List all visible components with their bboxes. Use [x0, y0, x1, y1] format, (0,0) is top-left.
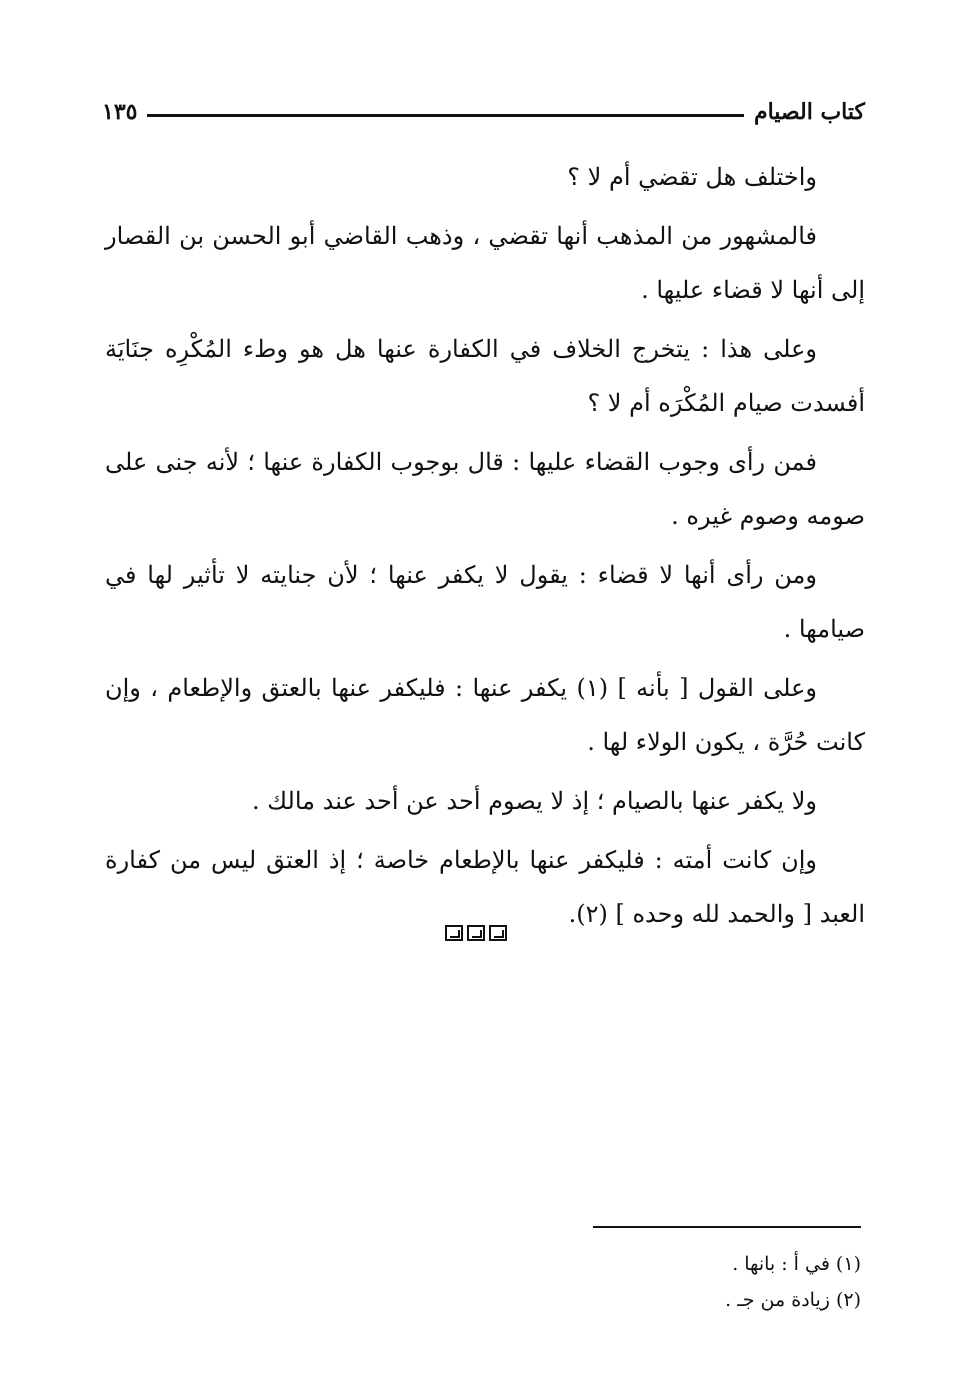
paragraph: وعلى هذا : يتخرج الخلاف في الكفارة عنها هل هو وطء المُكْرِه جنَايَة أفسدت صيام المُكْرَه أم لا ؟	[105, 335, 865, 417]
paragraph: وإن كانت أمته : فليكفر عنها بالإطعام خاصة ؛ إذ العتق ليس من كفارة العبد [ والحمد لله وحده ] (٢).	[105, 846, 865, 928]
ornament-square-icon	[445, 925, 463, 941]
paragraph: ولا يكفر عنها بالصيام ؛ إذ لا يصوم أحد عن أحد عند مالك .	[252, 787, 817, 815]
footnote: (١) في أ : بانها .	[732, 1253, 861, 1275]
paragraph: واختلف هل تقضي أم لا ؟	[567, 163, 817, 191]
chapter-title: كتاب الصيام	[753, 99, 865, 125]
paragraph: وعلى القول [ بأنه ] (١) يكفر عنها : فليكفر عنها بالعتق والإطعام ، وإن كانت حُرَّة ، يكون الولاء لها .	[105, 674, 865, 756]
ornament-square-icon	[467, 925, 485, 941]
paragraph: فمن رأى وجوب القضاء عليها : قال بوجوب الكفارة عنها ؛ لأنه جنى على صومه وصوم غيره .	[105, 448, 865, 530]
footnotes	[101, 1246, 861, 1318]
ornament-square-icon	[489, 925, 507, 941]
running-header	[102, 92, 865, 132]
footnote: (٢) زيادة من جـ .	[725, 1289, 861, 1311]
page-number: ١٣٥	[102, 99, 138, 125]
footnote-rule	[593, 1226, 861, 1228]
paragraph: ومن رأى أنها لا قضاء : يقول لا يكفر عنها ؛ لأن جنايته لا تأثير لها في صيامها .	[105, 561, 865, 643]
header-rule	[147, 114, 744, 117]
paragraph: فالمشهور من المذهب أنها تقضي ، وذهب القاضي أبو الحسن بن القصار إلى أنها لا قضاء عليها .	[105, 222, 865, 304]
section-end-ornament	[445, 925, 515, 947]
body-text	[105, 150, 865, 946]
